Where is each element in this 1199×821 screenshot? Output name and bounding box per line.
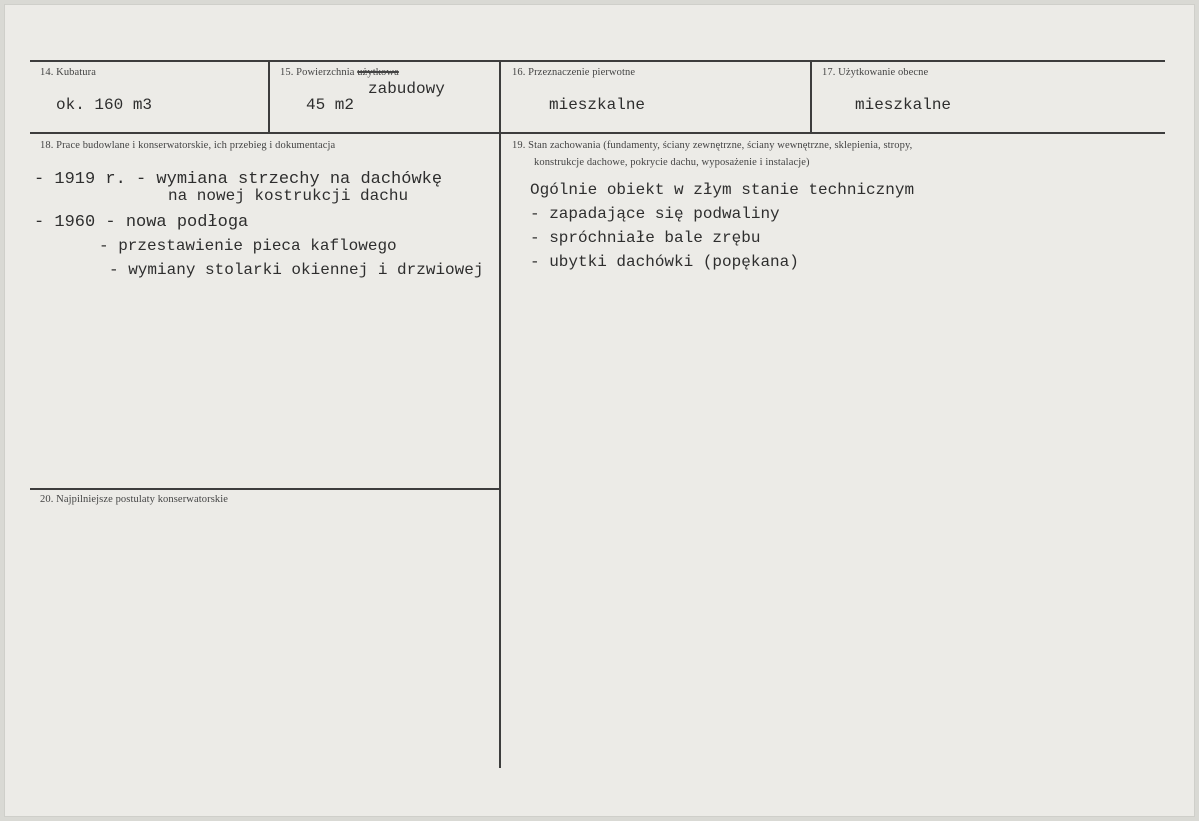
field-19-line-2: - zapadające się podwaliny xyxy=(530,205,780,223)
field-18-line-2: na nowej kostrukcji dachu xyxy=(168,187,409,205)
row-divider-2 xyxy=(30,488,500,490)
row-divider-1 xyxy=(30,132,1165,134)
top-rule xyxy=(30,60,1165,62)
field-15-label xyxy=(280,67,399,78)
field-16-label: 16. Przeznaczenie pierwotne xyxy=(512,67,636,78)
field-20-label: 20. Najpilniejsze postulaty konserwatorskie xyxy=(40,494,229,505)
field-14-label: 14. Kubatura xyxy=(40,67,97,78)
field-19-line-4: - ubytki dachówki (popękana) xyxy=(530,253,799,271)
field-18-line-5: - wymiany stolarki okiennej i drzwiowej xyxy=(109,261,484,279)
field-16-value: mieszkalne xyxy=(549,96,646,114)
field-14-value: ok. 160 m3 xyxy=(56,96,153,114)
field-19-line-1: Ogólnie obiekt w złym stanie technicznym xyxy=(530,181,915,199)
field-18-line-1: - 1919 r. - wymiana strzechy na dachówkę xyxy=(34,170,443,189)
col-divider-b xyxy=(499,61,501,768)
field-15-correction: zabudowy xyxy=(368,80,445,98)
field-15-label-struck: użytkowa xyxy=(357,67,399,78)
field-15-value: 45 m2 xyxy=(306,96,355,114)
field-18-line-3: - 1960 - nowa podłoga xyxy=(34,213,249,232)
field-19-label-line-1: 19. Stan zachowania (fundamenty, ściany zewnętrzne, ściany wewnętrzne, sklepienia, stropy, xyxy=(512,140,913,151)
field-15-label-prefix: 15. Powierzchnia xyxy=(280,67,355,78)
field-17-value: mieszkalne xyxy=(855,96,952,114)
col-divider-c xyxy=(810,61,812,133)
col-divider-a xyxy=(268,61,270,133)
record-card xyxy=(4,4,1195,817)
field-19-label-line-2: konstrukcje dachowe, pokrycie dachu, wyposażenie i instalacje) xyxy=(534,157,810,168)
field-17-label: 17. Użytkowanie obecne xyxy=(822,67,929,78)
field-18-line-4: - przestawienie pieca kaflowego xyxy=(99,237,397,255)
field-18-label: 18. Prace budowlane i konserwatorskie, ich przebieg i dokumentacja xyxy=(40,140,336,151)
field-19-line-3: - spróchniałe bale zrębu xyxy=(530,229,761,247)
